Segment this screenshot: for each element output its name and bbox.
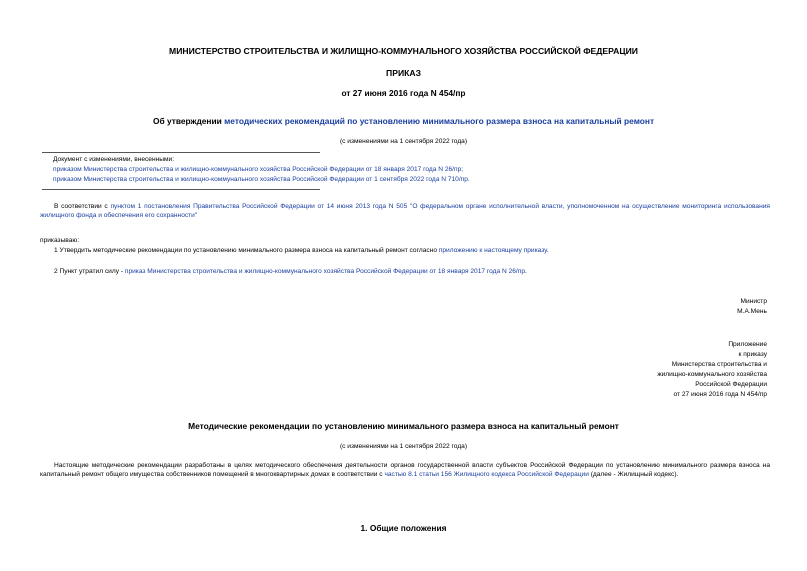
preamble-link[interactable]: пунктом 1 постановления Правительства Российской Федерации от 14 июня 2013 года N 505 "О федеральном органе исполнительной власти, уполномоченном на осуществление мониторинга использования жилищного фонда и обеспечения его сохранности" — [40, 203, 770, 219]
para-text: Настоящие методические рекомендации разработаны в целях методического обеспечения деятельности органов государственной власти субъектов Российской Федерации по установлению минимального размера взноса на капитальный ремонт общего имущества собственников помещений в многоквартирных домах в соответствии с — [40, 462, 770, 478]
change-link-2[interactable]: приказом Министерства строительства и жилищно-коммунального хозяйства Российской Федерации от 1 сентября 2022 года N 710/пр. — [53, 176, 470, 183]
item1-end: . — [546, 247, 549, 254]
housing-code-link[interactable]: частью 8.1 статьи 156 Жилищного кодекса Российской Федерации — [384, 471, 589, 478]
order-word: приказываю: — [40, 237, 80, 244]
appendix-line-1: Приложение — [728, 341, 767, 348]
signature-position: Министр — [740, 298, 767, 305]
preamble — [40, 202, 770, 220]
appendix-line-5: Российской Федерации — [695, 381, 767, 388]
changes-intro: Документ с изменениями, внесенными: — [53, 156, 175, 163]
order-item-2 — [54, 267, 527, 276]
order-item-1 — [54, 246, 549, 255]
repealed-order-link[interactable]: приказ Министерства строительства и жилищно-коммунального хозяйства Российской Федерации от 18 января 2017 года N 26/пр — [124, 268, 525, 275]
document-title — [0, 116, 807, 126]
item2-end: . — [524, 268, 527, 275]
appendix-line-3: Министерства строительства и — [671, 361, 767, 368]
guidelines-amended: (с изменениями на 1 сентября 2022 года) — [339, 443, 468, 450]
guidelines-paragraph — [40, 461, 770, 479]
appendix-line-6: от 27 июня 2016 года N 454/пр — [673, 391, 767, 398]
ministry-heading: МИНИСТЕРСТВО СТРОИТЕЛЬСТВА И ЖИЛИЩНО-КОММУНАЛЬНОГО ХОЗЯЙСТВА РОССИЙСКОЙ ФЕДЕРАЦИИ — [169, 46, 638, 56]
change-link-1[interactable]: приказом Министерства строительства и жилищно-коммунального хозяйства Российской Федерации от 18 января 2017 года N 26/пр; — [53, 166, 464, 173]
title-link[interactable]: методических рекомендаций по установлению минимального размера взноса на капитальный ремонт — [224, 116, 655, 126]
preamble-prefix: В соответствии с — [54, 203, 111, 210]
item1-text: 1 Утвердить методические рекомендации по установлению минимального размера взноса на капитальный ремонт согласно — [54, 247, 439, 254]
divider-top — [42, 152, 320, 153]
section-1-heading: 1. Общие положения — [360, 523, 447, 533]
title-prefix: Об утверждении — [152, 116, 225, 126]
appendix-line-4: жилищно-коммунального хозяйства — [657, 371, 767, 378]
guidelines-title: Методические рекомендации по установлению минимального размера взноса на капитальный ремонт — [188, 421, 619, 431]
para-end: (далее - Жилищный кодекс). — [588, 471, 679, 478]
signature-name: М.А.Мень — [737, 308, 767, 315]
appendix-line-2: к приказу — [738, 351, 767, 358]
item2-text: 2 Пункт утратил силу - — [54, 268, 125, 275]
amended-note: (с изменениями на 1 сентября 2022 года) — [339, 138, 468, 145]
divider-bottom — [42, 189, 320, 190]
appendix-link[interactable]: приложению к настоящему приказу — [438, 247, 547, 254]
date-number: от 27 июня 2016 года N 454/пр — [341, 88, 466, 98]
doc-type-heading: ПРИКАЗ — [386, 68, 421, 78]
